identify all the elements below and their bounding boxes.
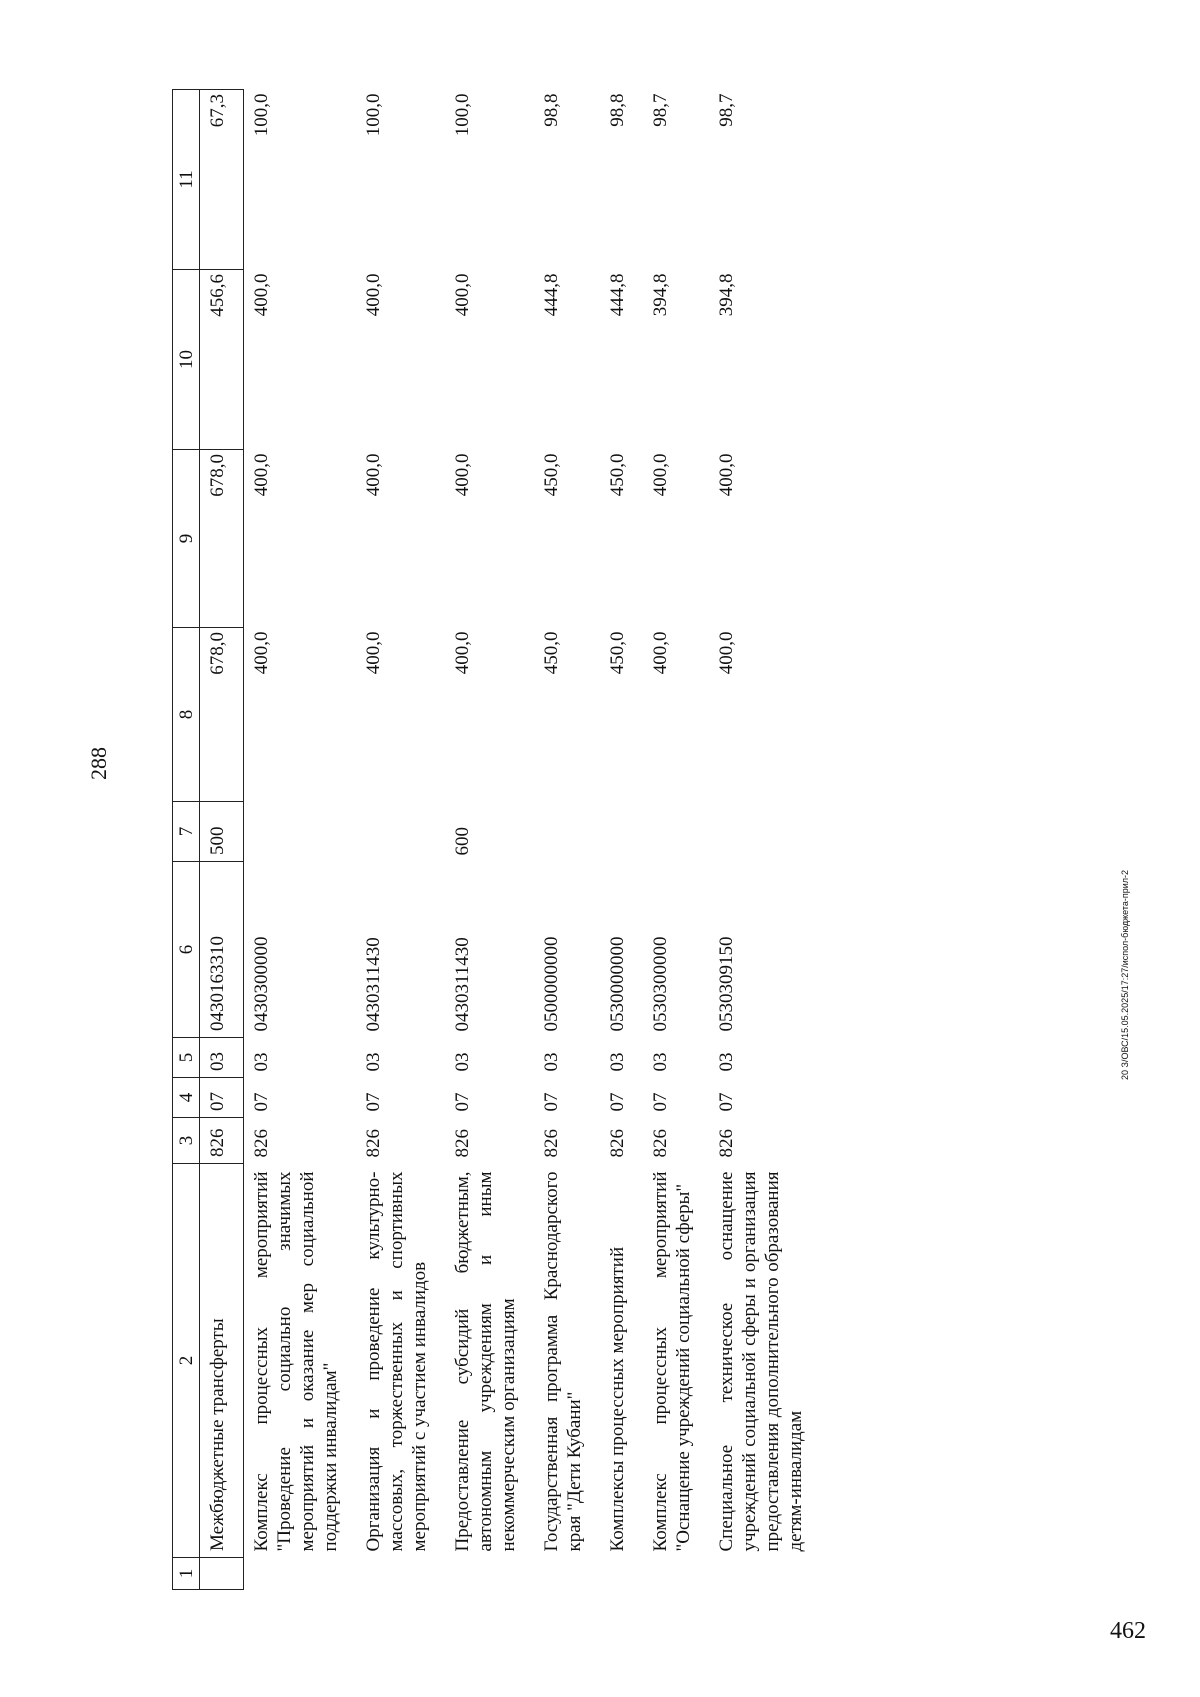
cell-c3: 826 <box>363 1129 384 1158</box>
cell-c10: 400,0 <box>363 273 384 317</box>
cell-c10: 456,6 <box>200 270 244 450</box>
cell-name: Организация и проведение культурно-массовых, торжественных и спортивных мероприятий с участием инвалидов <box>363 1171 430 1552</box>
cell-c10: 394,8 <box>650 273 671 317</box>
cell-c8: 400,0 <box>650 631 671 675</box>
cell-c7 <box>709 802 821 862</box>
table-row <box>643 90 709 1590</box>
cell-c4: 07 <box>607 1092 628 1112</box>
cell-name: Комплекс процессных мероприятий "Оснащение учреждений социальной сферы" <box>650 1171 694 1552</box>
table-row <box>600 90 643 1590</box>
page-top-number: 288 <box>86 747 111 780</box>
cell-c10: 400,0 <box>452 273 473 317</box>
cell-c3: 826 <box>541 1129 562 1158</box>
cell-name: Предоставление субсидий бюджетным, автономным учреждениям и иным некоммерческим организациям <box>452 1171 519 1552</box>
cell-c9: 400,0 <box>716 453 737 497</box>
cell-c6: 0430163310 <box>200 862 244 1038</box>
cell-c6: 0430311430 <box>452 937 473 1032</box>
cell-c3: 826 <box>452 1129 473 1158</box>
cell-c3: 826 <box>650 1129 671 1158</box>
page-bottom-number: 462 <box>1110 1618 1146 1644</box>
cell-name: Специальное техническое оснащение учреждений социальной сферы и организация предоставления дополнительного образования детям-инвалидам <box>716 1171 806 1552</box>
cell-c3: 826 <box>607 1129 628 1158</box>
cell-c4: 07 <box>363 1092 384 1112</box>
cell-c4: 07 <box>541 1092 562 1112</box>
document-footer-note: 20 З/ОВС/15.05.2025/17:27/испол-бюджета-прил-2 <box>1120 869 1130 1080</box>
cell-c7 <box>600 802 643 862</box>
col-header-8: 8 <box>173 628 200 802</box>
cell-c4: 07 <box>716 1092 737 1112</box>
col-header-2: 2 <box>173 1164 200 1558</box>
cell-c10: 444,8 <box>541 273 562 317</box>
col-header-11: 11 <box>173 90 200 270</box>
cell-c3: 826 <box>716 1129 737 1158</box>
cell-c11: 67,3 <box>200 90 244 270</box>
table-row <box>534 90 600 1590</box>
col-header-3: 3 <box>173 1118 200 1164</box>
cell-c9: 400,0 <box>251 453 272 497</box>
cell-c5: 03 <box>716 1052 737 1072</box>
cell-1 <box>244 1558 357 1590</box>
cell-c5: 03 <box>200 1038 244 1078</box>
cell-c10: 394,8 <box>716 273 737 317</box>
cell-c8: 400,0 <box>452 631 473 675</box>
cell-name: Государственная программа Краснодарского края "Дети Кубани" <box>541 1171 585 1552</box>
table-row <box>445 90 534 1590</box>
cell-c11: 100,0 <box>452 93 473 137</box>
cell-c5: 03 <box>452 1052 473 1072</box>
col-header-1: 1 <box>173 1558 200 1590</box>
cell-c5: 03 <box>251 1052 272 1072</box>
cell-name: Комплексы процессных мероприятий <box>607 1246 628 1552</box>
cell-c11: 98,8 <box>607 93 628 127</box>
col-header-6: 6 <box>173 862 200 1038</box>
cell-c6: 0530000000 <box>607 936 628 1032</box>
col-header-7: 7 <box>173 802 200 862</box>
table-row <box>709 90 821 1590</box>
cell-1 <box>643 1558 709 1590</box>
rotated-table-area <box>172 90 1102 1590</box>
cell-c3: 826 <box>251 1129 272 1158</box>
cell-c8: 400,0 <box>251 631 272 675</box>
cell-c8: 400,0 <box>363 631 384 675</box>
cell-c11: 98,7 <box>650 93 671 127</box>
cell-1 <box>709 1558 821 1590</box>
cell-c9: 400,0 <box>650 453 671 497</box>
cell-c5: 03 <box>541 1052 562 1072</box>
cell-c11: 100,0 <box>251 93 272 137</box>
cell-c11: 98,7 <box>716 93 737 127</box>
table-row <box>356 90 445 1590</box>
cell-c7 <box>534 802 600 862</box>
col-header-5: 5 <box>173 1038 200 1078</box>
cell-c11: 100,0 <box>363 93 384 137</box>
cell-c7 <box>356 802 445 862</box>
table-row <box>200 90 244 1590</box>
cell-1 <box>600 1558 643 1590</box>
header-row <box>173 90 200 1590</box>
cell-c4: 07 <box>200 1078 244 1118</box>
table-row <box>244 90 357 1590</box>
cell-c7: 600 <box>452 827 473 856</box>
col-header-4: 4 <box>173 1078 200 1118</box>
cell-c8: 450,0 <box>607 631 628 675</box>
cell-1 <box>445 1558 534 1590</box>
cell-c3: 826 <box>200 1118 244 1164</box>
cell-c7: 500 <box>200 802 244 862</box>
cell-c6: 0430311430 <box>363 937 384 1032</box>
cell-1 <box>200 1558 244 1590</box>
cell-c5: 03 <box>607 1052 628 1072</box>
cell-1 <box>534 1558 600 1590</box>
cell-c4: 07 <box>650 1092 671 1112</box>
cell-c8: 450,0 <box>541 631 562 675</box>
cell-c11: 98,8 <box>541 93 562 127</box>
cell-c6: 0530309150 <box>716 936 737 1032</box>
cell-name: Комплекс процессных мероприятий "Проведение социально значимых мероприятий и оказание мер социальной поддержки инвалидам" <box>251 1171 341 1552</box>
cell-c9: 400,0 <box>452 453 473 497</box>
cell-c5: 03 <box>650 1052 671 1072</box>
col-header-9: 9 <box>173 450 200 628</box>
cell-c4: 07 <box>452 1092 473 1112</box>
cell-c9: 450,0 <box>607 453 628 497</box>
cell-c9: 678,0 <box>200 450 244 628</box>
cell-c10: 444,8 <box>607 273 628 317</box>
cell-1 <box>356 1558 445 1590</box>
budget-table <box>172 89 821 1590</box>
cell-c9: 450,0 <box>541 453 562 497</box>
cell-c9: 400,0 <box>363 453 384 497</box>
cell-c7 <box>244 802 357 862</box>
cell-name: Межбюджетные трансферты <box>200 1164 244 1558</box>
cell-c6: 0500000000 <box>541 936 562 1032</box>
col-header-10: 10 <box>173 270 200 450</box>
cell-c6: 0430300000 <box>251 936 272 1032</box>
cell-c4: 07 <box>251 1092 272 1112</box>
cell-c8: 678,0 <box>200 628 244 802</box>
cell-c8: 400,0 <box>716 631 737 675</box>
cell-c6: 0530300000 <box>650 936 671 1032</box>
cell-c10: 400,0 <box>251 273 272 317</box>
cell-c5: 03 <box>363 1052 384 1072</box>
cell-c7 <box>643 802 709 862</box>
